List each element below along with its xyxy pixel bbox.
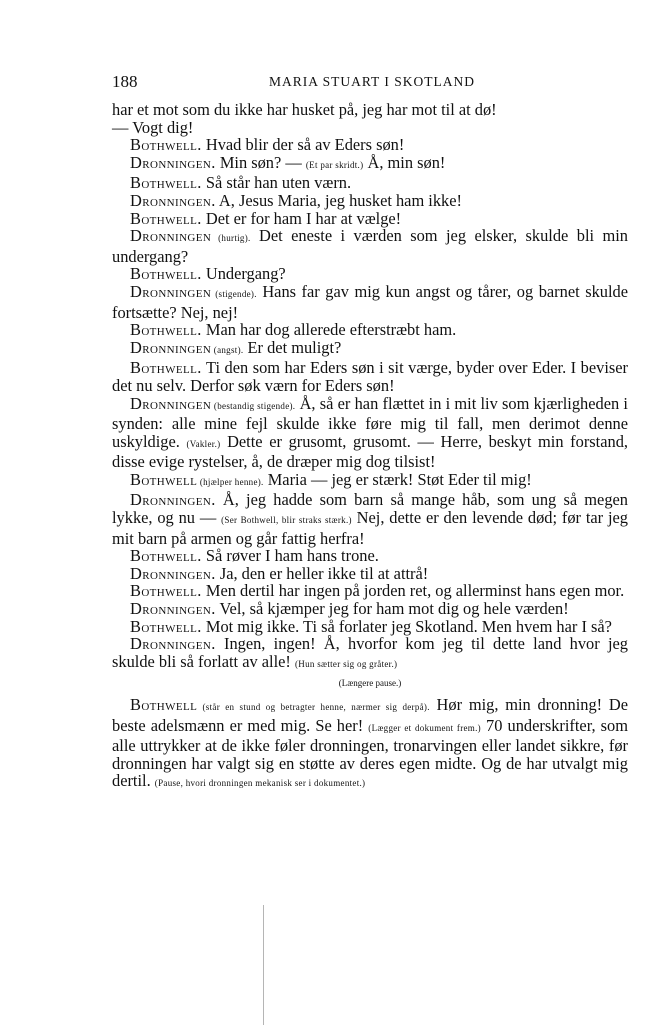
stage-direction: (hurtig). (211, 233, 251, 244)
speech (112, 339, 628, 360)
speaker-name: Bothwell (130, 695, 198, 714)
speech (112, 395, 628, 471)
stage-direction: (står en stund og betragter henne, nærmer sig derpå). (197, 702, 430, 712)
speech-text: Det eneste i værden som jeg elsker, skulde bli min undergang? (112, 226, 628, 266)
speaker-name: Bothwell. (130, 616, 202, 636)
speaker-name: Dronningen (130, 337, 212, 357)
page-number: 188 (112, 72, 138, 91)
speech (112, 265, 628, 283)
speech-text: A, Jesus Maria, jeg husket ham ikke! (215, 190, 462, 210)
speaker-name: Bothwell. (130, 208, 202, 228)
speaker-name: Bothwell (130, 469, 198, 489)
speech (112, 600, 628, 618)
text-run: — Vogt dig! (112, 117, 194, 137)
running-title: MARIA STUART I SKOTLAND (268, 74, 476, 89)
speaker-name: Bothwell. (130, 358, 202, 378)
gutter-line (263, 905, 264, 1025)
stage-direction: (Vakler.) (186, 438, 221, 449)
speech (112, 283, 628, 321)
speech-text: Er det muligt? (243, 337, 342, 357)
speech (112, 471, 628, 492)
speech-text: Å, så er han flættet in i mit liv som kjærligheden i synden: alle mine fejl skulde ikke føre mig til fall, men derimot denne uskyldige. (112, 393, 628, 451)
speaker-name: Dronningen. (130, 634, 216, 654)
speech-text: Hør mig, min dronning! De beste adelsmænn er med mig. Se her! (112, 695, 629, 735)
speaker-name: Dronningen. (130, 490, 216, 510)
stage-direction: (bestandig stigende). (211, 400, 296, 411)
page-header (112, 72, 632, 92)
speech (112, 582, 628, 600)
speech-text: Ja, den er heller ikke til at attrå! (215, 563, 429, 583)
stage-direction: (Hun sætter sig og gråter.) (294, 658, 398, 669)
speech-text: Vel, så kjæmper jeg for ham mot dig og hele værden! (215, 599, 569, 619)
stage-direction: (angst). (211, 344, 244, 355)
speech-text: Det er for ham I har at vælge! (201, 208, 402, 228)
speech (112, 618, 628, 636)
speaker-name: Bothwell. (130, 581, 202, 601)
speaker-name: Bothwell. (130, 320, 202, 340)
stage-direction: (stigende). (211, 288, 257, 299)
speech-text: Dette er grusomt, grusomt. — Herre, beskyt min forstand, disse evige rystelser, å, de dræper mig dog tilsist! (112, 431, 628, 472)
speech (112, 154, 628, 175)
speech-text: Min søn? — (215, 152, 306, 172)
speech (112, 696, 628, 793)
stage-direction-line: (Længere pause.) (338, 678, 402, 689)
speech-text: Hans far gav mig kun angst og tårer, og barnet skulde fortsætte? Nej, nej! (112, 281, 628, 322)
speech-text: Å, min søn! (363, 152, 446, 172)
stage-direction: (Pause, hvori dronningen mekanisk ser i dokumentet.) (154, 778, 366, 789)
speaker-name: Dronningen (130, 281, 212, 301)
speaker-name: Bothwell. (130, 546, 202, 566)
speech-text: Mot mig ikke. Ti så forlater jeg Skotland. Men hvem har I så? (201, 616, 612, 636)
speech (112, 359, 628, 394)
speech (112, 565, 628, 583)
stage-direction: (Ser Bothwell, blir straks stærk.) (221, 515, 352, 526)
speaker-name: Bothwell. (130, 264, 202, 284)
speech (112, 210, 628, 228)
stage-direction: (Lægger et dokument frem.) (368, 722, 481, 733)
speaker-name: Dronningen. (130, 563, 216, 583)
speaker-name: Dronningen. (130, 190, 216, 210)
speech-text: Men dertil har ingen på jorden ret, og allerminst hans egen mor. (201, 581, 625, 601)
speech-text: 70 underskrifter, som alle uttrykker at de ikke føler dronningen, tronarvingen eller landet sikkre, før dronningen har valgt sig en støtte av deres egen midte. Og de har utvalgt mig dertil. (112, 715, 628, 791)
speaker-name: Dronningen. (130, 599, 216, 619)
speech-text: Så røver I ham hans trone. (201, 546, 379, 566)
speech (112, 547, 628, 565)
speaker-name: Dronningen (130, 393, 212, 413)
paragraph (112, 101, 628, 119)
speech-text: Maria — jeg er stærk! Støt Eder til mig! (263, 469, 532, 489)
text-run: har et mot som du ikke har husket på, jeg har mot til at dø! (112, 100, 497, 119)
speech-text: Nej, dette er den levende død; før tar jeg mit barn på armen og går fattig herfra! (112, 508, 629, 548)
speech (112, 491, 628, 547)
stage-direction: (hjælper henne). (197, 476, 264, 487)
paragraph (112, 119, 628, 137)
speech-text: Undergang? (201, 264, 286, 284)
speech-text: Ingen, ingen! Å, hvorfor kom jeg til dette land hvor jeg skulde bli så forlatt av alle! (112, 634, 628, 671)
speech-text: Så står han uten værn. (201, 173, 352, 193)
speech (112, 635, 628, 673)
speech-text: Hvad blir der så av Eders søn! (201, 135, 405, 155)
speaker-name: Bothwell. (130, 135, 202, 155)
speech-text: Å, jeg hadde som barn så mange håb, som ung så megen lykke, og nu — (112, 490, 628, 528)
speech (112, 136, 628, 154)
stage-direction: (Et par skridt.) (305, 159, 364, 170)
speech-text: Ti den som har Eders søn i sit værge, byder over Eder. I beviser det nu selv. Derfor søk værn for Eders søn! (112, 358, 628, 395)
speech (112, 192, 628, 210)
speech (112, 227, 628, 265)
speaker-name: Bothwell. (130, 173, 202, 193)
speaker-name: Dronningen. (130, 152, 216, 172)
page-body (112, 101, 628, 793)
speech-text: Man har dog allerede efterstræbt ham. (201, 320, 457, 340)
speech (112, 321, 628, 339)
speaker-name: Dronningen (130, 226, 212, 246)
speech (112, 174, 628, 192)
